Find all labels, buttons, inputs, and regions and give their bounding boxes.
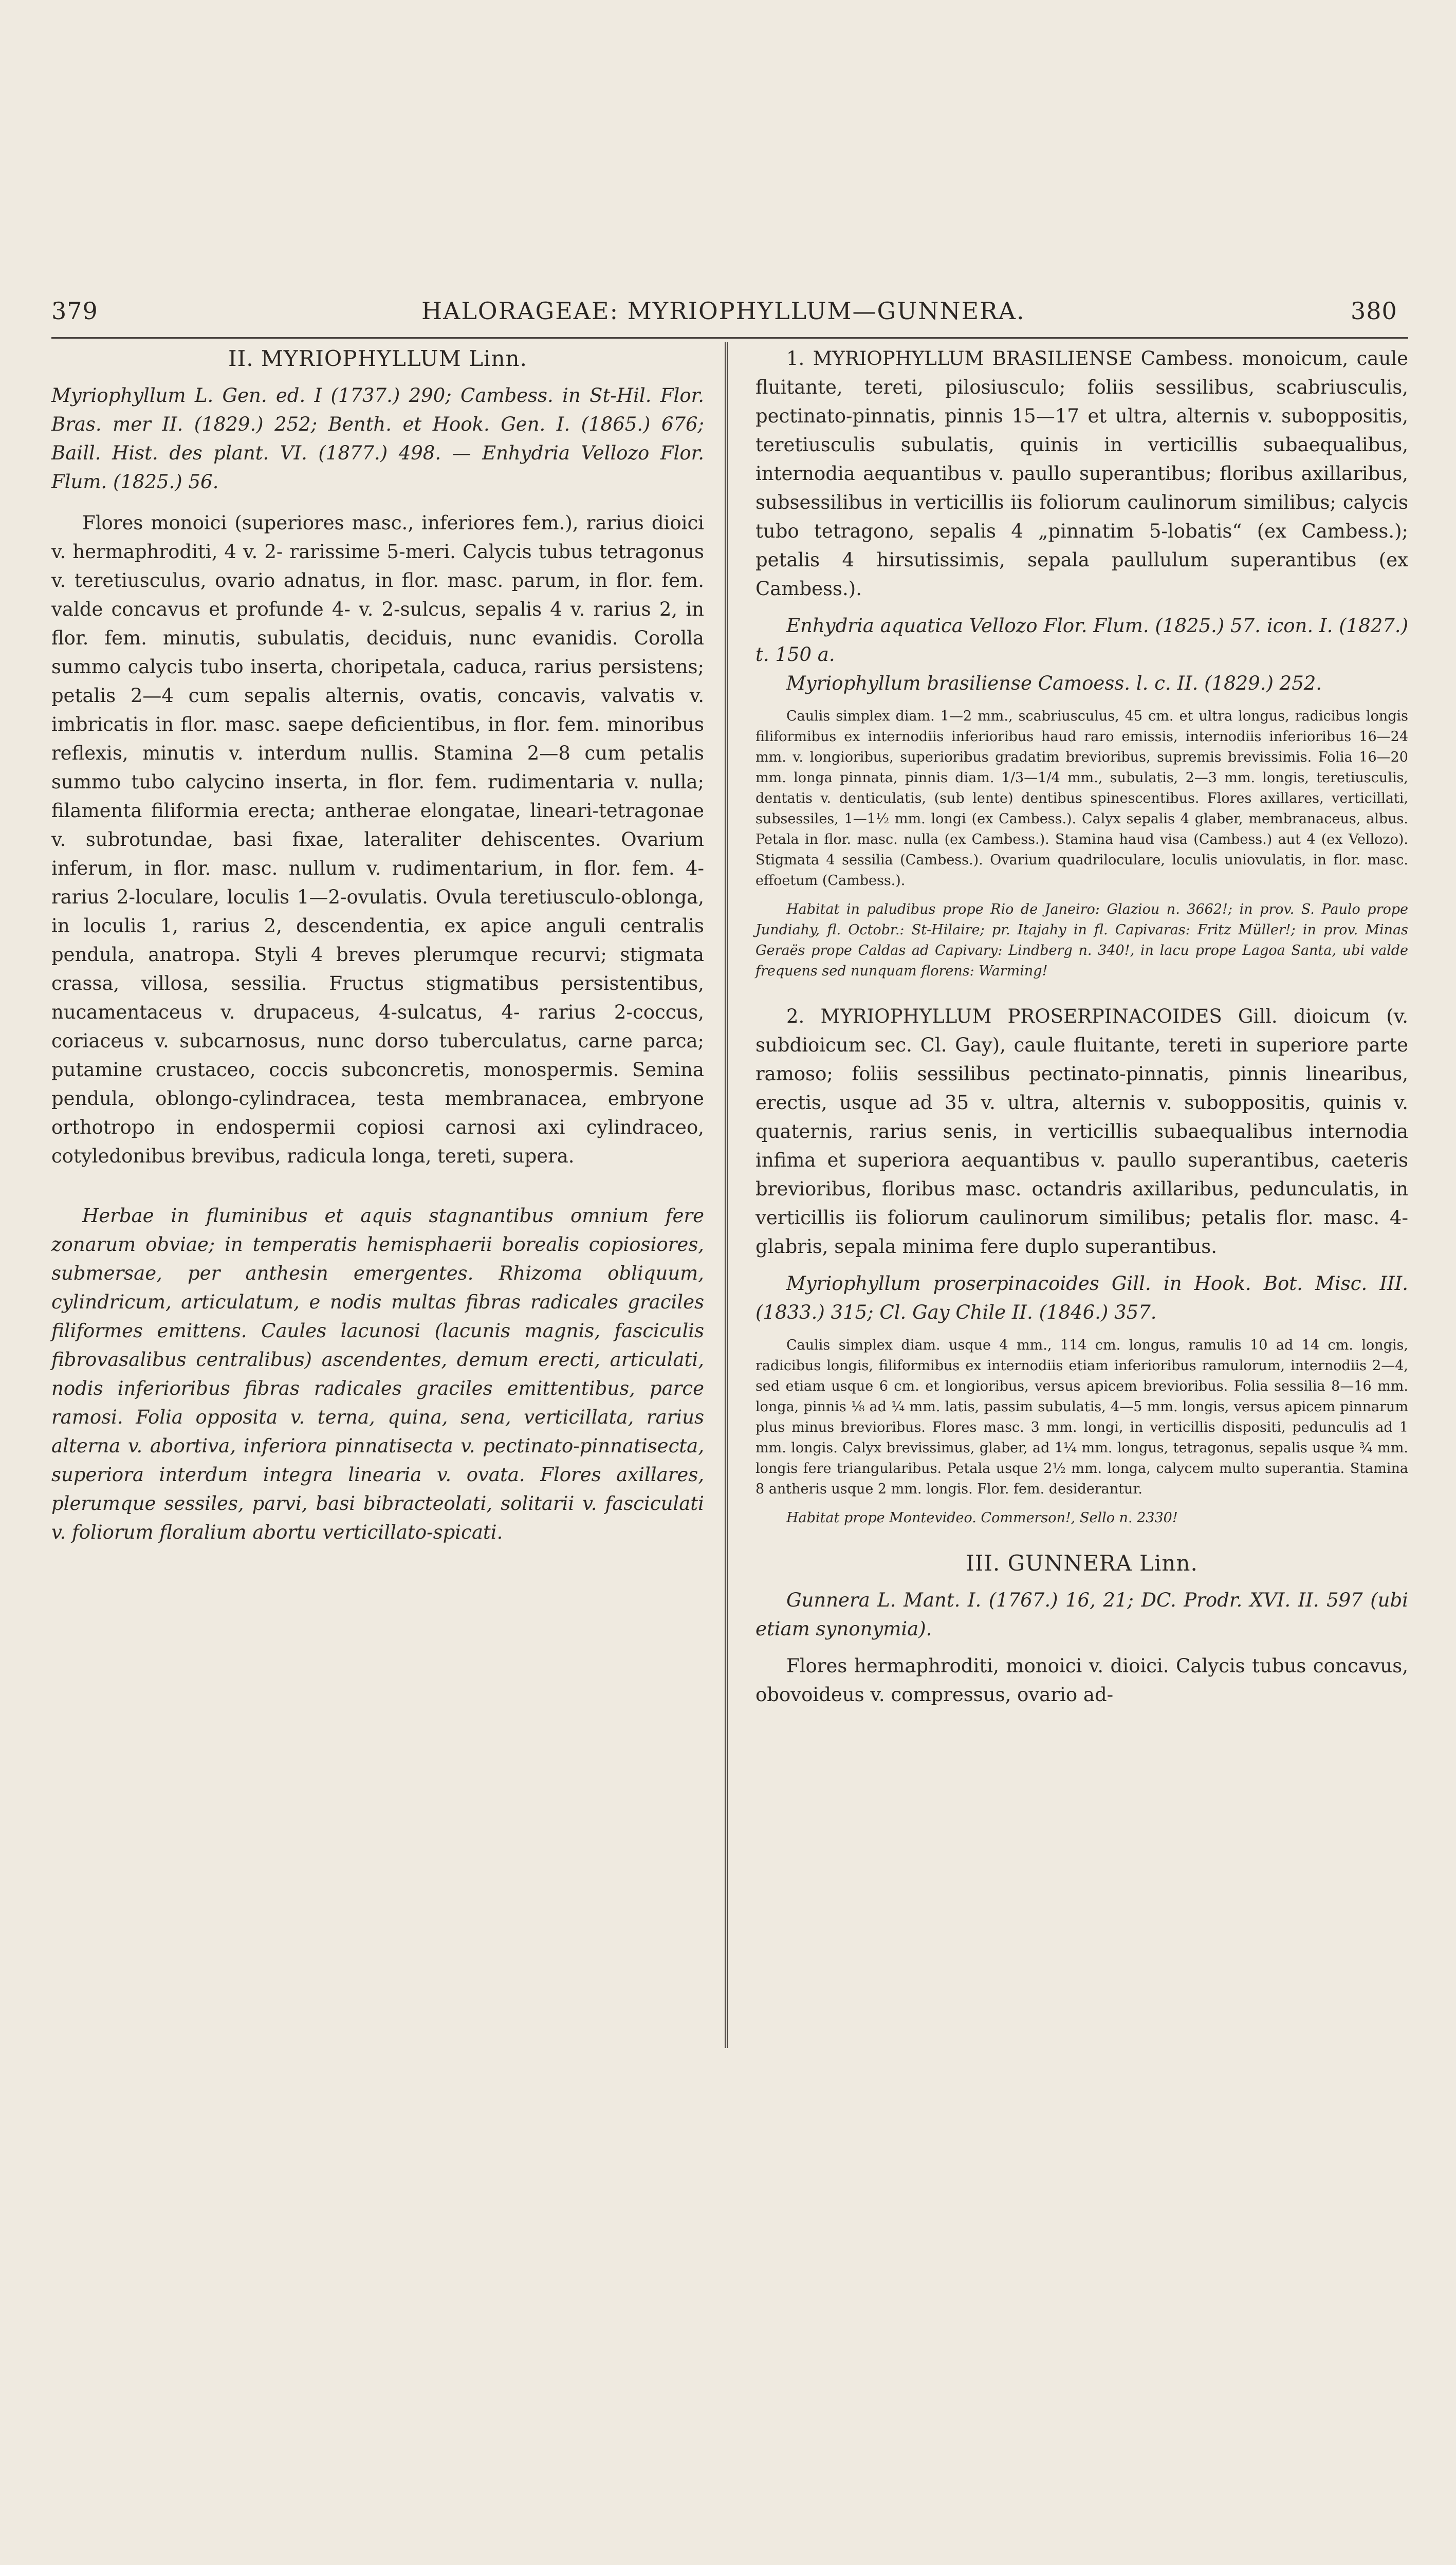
species-2-description-block — [755, 1335, 1408, 1528]
running-title: HALORAGEAE: MYRIOPHYLLUM—GUNNERA. — [421, 297, 1025, 325]
species-1-diagnosis: 1. MYRIOPHYLLUM BRASILIENSE Cambess. monoicum, caule fluitante, tereti, pilosiusculo; foliis sessilibus, scabriusculis, pectinato-pinnatis, pinnis 15—17 et ultra, alternis v. suboppositis, teretiusculis subulatis, quinis in verticillis subaequalibus, internodia aequantibus v. paullo superantibus; floribus axillaribus, subsessilibus in verticillis iis foliorum caulinorum similibus; calycis tubo tetragono, sepalis 4 „pinnatim 5-lobatis“ (ex Cambess.); petalis 4 hirsutissimis, sepala paullulum superantibus (ex Cambess.). — [755, 347, 1408, 600]
species-1-synonym-1: Enhydria aquatica Vellozo Flor. Flum. (1825.) 57. icon. I. (1827.) t. 150 a. — [755, 615, 1408, 666]
gunnera-description: Flores hermaphroditi, monoici v. dioici. Calycis tubus concavus, obovoideus v. compressus, ovario ad- — [755, 1655, 1408, 1706]
left-column — [51, 344, 704, 1547]
species-2-synonym: Myriophyllum proserpinacoides Gill. in Hook. Bot. Misc. III. (1833.) 315; Cl. Gay Chile II. (1846.) 357. — [755, 1272, 1408, 1323]
species-2-habitat: Habitat prope Montevideo. Commerson!, Sello n. 2330! — [786, 1510, 1178, 1526]
right-column — [755, 344, 1408, 1709]
genus-heading-myriophyllum: II. MYRIOPHYLLUM Linn. — [228, 346, 527, 371]
species-1-habitat: Habitat in paludibus prope Rio de Janeiro: Glaziou n. 3662!; in prov. S. Paulo prope Jundiahy, fl. Octobr.: St-Hilaire; pr. Itajahy in fl. Capivaras: Fritz Müller!; in prov. Minas Geraës prope Caldas ad Capivary: Lindberg n. 340!, in lacu prope Lagoa Santa, ubi valde frequens sed nunquam florens: Warming! — [755, 901, 1408, 979]
species-2-diagnosis: 2. MYRIOPHYLLUM PROSERPINACOIDES Gill. dioicum (v. subdioicum sec. Cl. Gay), caule fluitante, tereti in superiore parte ramoso; foliis sessilibus pectinato-pinnatis, pinnis linearibus, erectis, usque ad 35 v. ultra, alternis v. suboppositis, quinis v. quaternis, rarius senis, in verticillis subaequalibus internodia infima et superiora aequantibus v. paullo superantibus, caeteris brevioribus, floribus masc. octandris axillaribus, pedunculatis, in verticillis iis foliorum caulinorum similibus; petalis flor. masc. 4-glabris, sepala minima fere duplo superantibus. — [755, 1005, 1408, 1258]
species-1-description: Caulis simplex diam. 1—2 mm., scabriusculus, 45 cm. et ultra longus, radicibus longis filiformibus ex internodiis inferioribus haud raro emissis, internodiis inferioribus 16—24 mm. v. longioribus, superioribus gradatim brevioribus, supremis brevissimis. Folia 16—20 mm. longa pinnata, pinnis diam. 1/3—1/4 mm., subulatis, 2—3 mm. longis, teretiusculis, dentatis v. denticulatis, (sub lente) dentibus spinescentibus. Flores axillares, verticillati, subsessiles, 1—1½ mm. longi (ex Cambess.). Calyx sepalis 4 glaber, membranaceus, albus. Petala in flor. masc. nulla (ex Cambess.). Stamina haud visa (Cambess.) aut 4 (ex Vellozo). Stigmata 4 sessilia (Cambess.). Ovarium quadriloculare, loculis uniovulatis, in flor. masc. effoetum (Cambess.). — [755, 708, 1408, 889]
header-rule — [51, 337, 1408, 339]
genus-description: Flores monoici (superiores masc., inferiores fem.), rarius dioici v. hermaphroditi, 4 v. 2- rarissime 5-meri. Calycis tubus tetragonus v. teretiusculus, ovario adnatus, in flor. masc. parum, in flor. fem. valde concavus et profunde 4- v. 2-sulcus, sepalis 4 v. rarius 2, in flor. fem. minutis, subulatis, deciduis, nunc evanidis. Corolla summo calycis tubo inserta, choripetala, caduca, rarius persistens; petalis 2—4 cum sepalis alternis, ovatis, concavis, valvatis v. imbricatis in flor. masc. saepe deficientibus, in flor. fem. minoribus reflexis, minutis v. interdum nullis. Stamina 2—8 cum petalis summo tubo calycino inserta, in flor. fem. rudimentaria v. nulla; filamenta filiformia erecta; antherae elongatae, lineari-tetragonae v. subrotundae, basi fixae, lateraliter dehiscentes. Ovarium inferum, in flor. masc. nullum v. rudimentarium, in flor. fem. 4- rarius 2-loculare, loculis 1—2-ovulatis. Ovula teretiusculo-oblonga, in loculis 1, rarius 2, descendentia, ex apice anguli centralis pendula, anatropa. Styli 4 breves plerumque recurvi; stigmata crassa, villosa, sessilia. Fructus stigmatibus persistentibus, nucamentaceus v. drupaceus, 4-sulcatus, 4- rarius 2-coccus, coriaceus v. subcarnosus, nunc dorso tuberculatus, carne parca; putamine crustaceo, coccis subconcretis, monospermis. Semina pendula, oblongo-cylindracea, testa membranacea, embryone orthotropo in endospermii copiosi carnosi axi cylindraceo, cotyledonibus brevibus, radicula longa, tereti, supera. — [51, 512, 704, 1167]
genus-habit: Herbae in fluminibus et aquis stagnantibus omnium fere zonarum obviae; in temperatis hemisphaerii borealis copiosiores, submersae, per anthesin emergentes. Rhizoma obliquum, cylindricum, articulatum, e nodis multas fibras radicales graciles filiformes emittens. Caules lacunosi (lacunis magnis, fasciculis fibrovasalibus centralibus) ascendentes, demum erecti, articulati, nodis inferioribus fibras radicales graciles emittentibus, parce ramosi. Folia opposita v. terna, quina, sena, verticillata, rarius alterna v. abortiva, inferiora pinnatisecta v. pectinato-pinnatisecta, superiora interdum integra linearia v. ovata. Flores axillares, plerumque sessiles, parvi, basi bibracteolati, solitarii v. fasciculati v. foliorum floralium abortu verticillato-spicati. — [51, 1205, 704, 1543]
page-number-left: 379 — [51, 297, 98, 325]
species-1-synonym-2: Myriophyllum brasiliense Camoess. l. c. II. (1829.) 252. — [786, 672, 1322, 694]
species-1-description-block — [755, 706, 1408, 982]
genus-heading-gunnera: III. GUNNERA Linn. — [966, 1551, 1198, 1576]
column-divider — [725, 342, 728, 2048]
genus-synonymy: Myriophyllum L. Gen. ed. I (1737.) 290; Cambess. in St-Hil. Flor. Bras. mer II. (1829.) 252; Benth. et Hook. Gen. I. (1865.) 676; Baill. Hist. des plant. VI. (1877.) 498. — Enhydria Vellozo Flor. Flum. (1825.) 56. — [51, 384, 704, 493]
page-number-right: 380 — [1351, 297, 1397, 325]
gunnera-synonymy: Gunnera L. Mant. I. (1767.) 16, 21; DC. Prodr. XVI. II. 597 (ubi etiam synonymia). — [755, 1589, 1408, 1640]
species-2-description: Caulis simplex diam. usque 4 mm., 114 cm. longus, ramulis 10 ad 14 cm. longis, radicibus longis, filiformibus ex internodiis etiam inferioribus ramulorum, internodiis 2—4, sed etiam usque 6 cm. et longioribus, versus apicem brevioribus. Folia sessilia 8—16 mm. longa, pinnis ⅛ ad ¼ mm. latis, passim subulatis, 4—5 mm. longis, versus apicem pinnarum plus minus brevioribus. Flores masc. 3 mm. longi, in verticillis dispositi, pedunculis ad 1 mm. longis. Calyx brevissimus, glaber, ad 1¼ mm. longus, tetragonus, sepalis usque ¾ mm. longis fere triangularibus. Petala usque 2½ mm. longa, calycem multo superantia. Stamina 8 antheris usque 2 mm. longis. Flor. fem. desiderantur. — [755, 1337, 1408, 1497]
